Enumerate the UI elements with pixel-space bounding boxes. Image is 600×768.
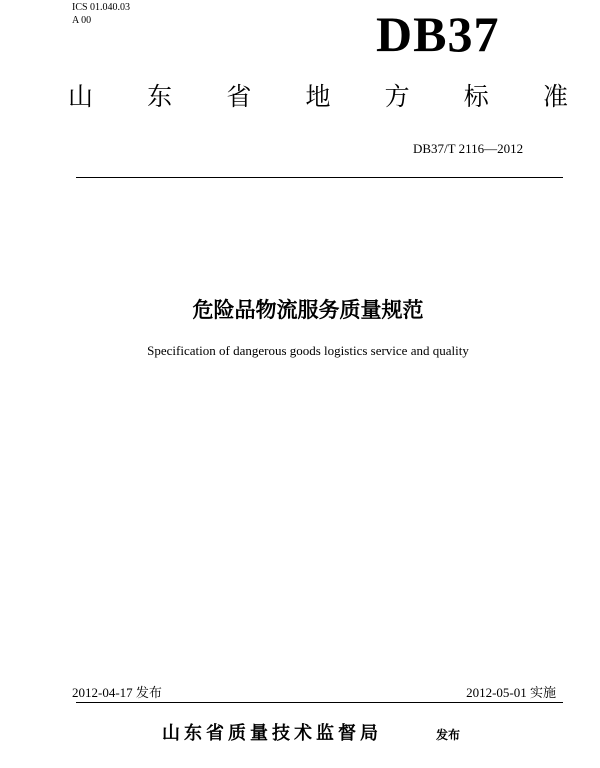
implementation-date: 2012-05-01 实施 — [466, 685, 556, 700]
standard-type-char: 地 — [305, 82, 331, 111]
standard-type-char: 省 — [226, 82, 252, 111]
issue-label: 发布 — [436, 728, 461, 742]
standard-number: DB37/T 2116—2012 — [413, 141, 524, 156]
issue-date: 2012-04-17 发布 — [72, 685, 162, 700]
issuing-authority: 山东省质量技术监督局 — [162, 723, 382, 744]
standard-type-char: 方 — [384, 82, 410, 111]
document-title-chinese: 危险品物流服务质量规范 — [192, 298, 424, 322]
ccs-code: A 00 — [72, 15, 92, 26]
standard-type-char: 东 — [147, 82, 173, 111]
top-divider — [76, 177, 563, 178]
standard-type-char: 准 — [542, 82, 568, 111]
document-title-english: Specification of dangerous goods logistics service and quality — [147, 343, 469, 358]
standard-code-logo: DB37 — [376, 6, 500, 62]
standard-type-heading — [68, 80, 568, 114]
standard-type-char: 标 — [463, 82, 489, 111]
standard-type-char: 山 — [68, 82, 94, 111]
ics-code: ICS 01.040.03 — [72, 2, 131, 13]
bottom-divider — [76, 702, 563, 703]
